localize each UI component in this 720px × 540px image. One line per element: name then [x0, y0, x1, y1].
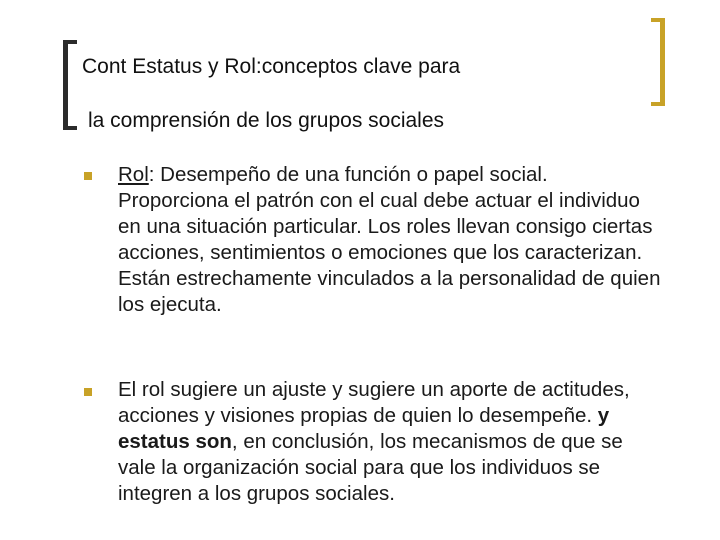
bullet-paragraph-rol — [118, 162, 663, 318]
bullet-marker-icon — [84, 388, 92, 396]
bullet-paragraph-ajuste — [118, 377, 663, 507]
bullet-marker-icon — [84, 172, 92, 180]
term-rol: Rol — [118, 163, 149, 186]
bullet-text-before: El rol sugiere un ajuste y sugiere un aporte de actitudes, acciones y visiones propias de quien lo desempeñe. — [118, 378, 630, 427]
slide-title-line-1: Cont Estatus y Rol:conceptos clave para — [82, 55, 461, 78]
left-bracket-decoration — [63, 40, 77, 130]
slide-title-line-2: la comprensión de los grupos sociales — [88, 109, 445, 132]
bullet-bold-text: y estatus son — [118, 404, 610, 453]
bullet-text-after: , en conclusión, los mecanismos de que se vale la organización social para que los individuos se integren a los grupos sociales. — [118, 430, 623, 505]
slide-title — [82, 26, 642, 161]
bullet-text: : Desempeño de una función o papel social. Proporciona el patrón con el cual debe actuar el individuo en una situación particular. Los roles llevan consigo ciertas acciones, sentimientos o emociones que los caracterizan. Están estrechamente vinculados a la personalidad de quien los ejecuta. — [118, 163, 661, 316]
right-bracket-decoration — [651, 18, 665, 106]
